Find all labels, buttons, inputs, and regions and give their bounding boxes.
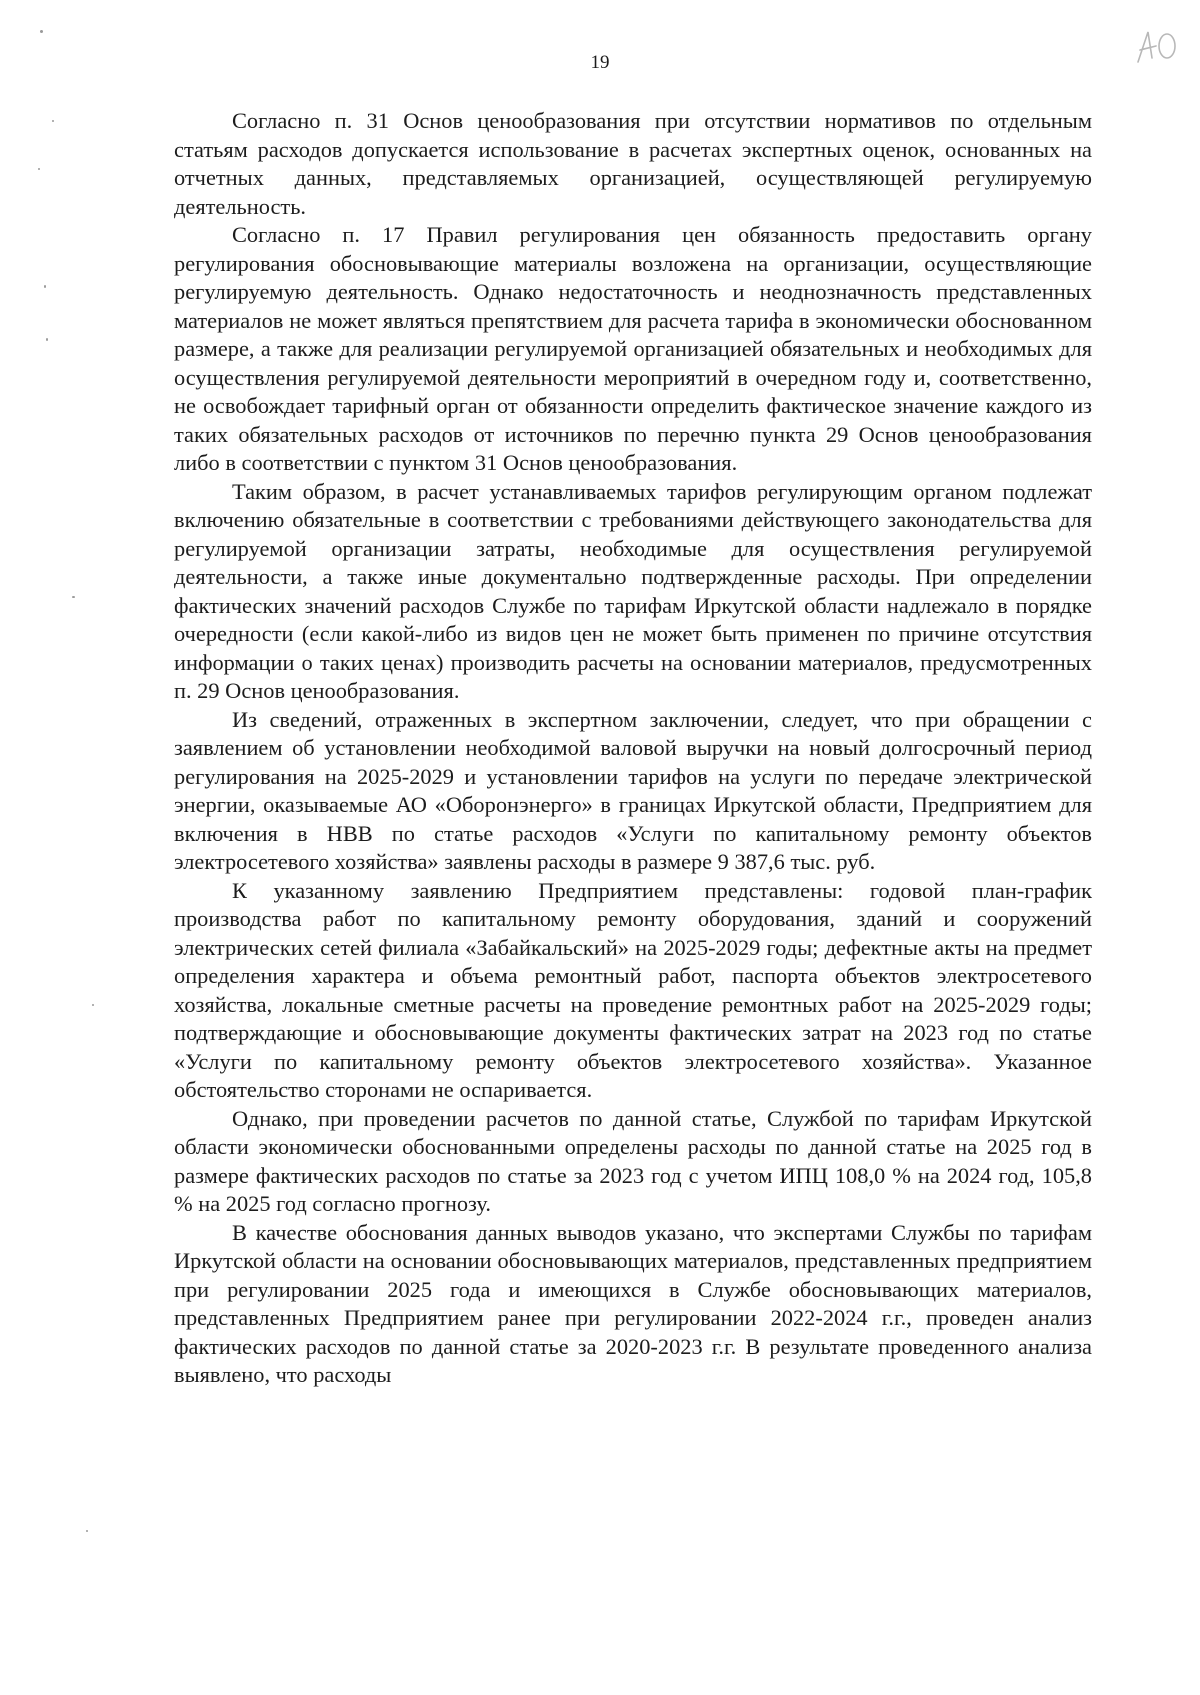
- scan-speck: [86, 1530, 88, 1532]
- scan-speck: [44, 285, 46, 288]
- scan-speck: [52, 120, 54, 122]
- scan-speck: [92, 1004, 94, 1006]
- handwritten-page-mark: [1130, 22, 1180, 70]
- scan-speck: [72, 596, 75, 598]
- handwritten-mark-drawing: [1130, 22, 1180, 70]
- paragraph-1: Согласно п. 31 Основ ценообразования при отсутствии нормативов по отдельным статьям расходов допускается использование в расчетах экспертных оценок, основанных на отчетных данных, представляемых организацией, осуществляющей регулируемую деятельность.: [174, 108, 1092, 219]
- scan-speck: [40, 30, 43, 33]
- document-body: [174, 107, 1092, 1390]
- scan-speck: [46, 338, 48, 341]
- paragraph-5: К указанному заявлению Предприятием представлены: годовой план-график производства работ по капитальному ремонту оборудования, зданий и сооружений электрических сетей филиала «Забайкальский» на 2025-2029 годы; дефектные акты на предмет определения характера и объема ремонтный работ, паспорта объектов электросетевого хозяйства, локальные сметные расчеты на проведение ремонтных работ на 2025-2029 годы; подтверждающие и обосновывающие документы фактических затрат на 2023 год по статье «Услуги по капитальному ремонту объектов электросетевого хозяйства». Указанное обстоятельство сторонами не оспаривается.: [174, 877, 1092, 1102]
- page-number: 19: [590, 52, 610, 73]
- paragraph-4: Из сведений, отраженных в экспертном заключении, следует, что при обращении с заявлением об установлении необходимой валовой выручки на новый долгосрочный период регулирования на 2025-2029 и установлении тарифов на услуги по передаче электрической энергии, оказываемые АО «Оборонэнерго» в границах Иркутской области, Предприятием для включения в НВВ по статье расходов «Услуги по капитальному ремонту объектов электросетевого хозяйства» заявлены расходы в размере 9 387,6 тыс. руб.: [174, 706, 1092, 874]
- paragraph-2: Согласно п. 17 Правил регулирования цен обязанность предоставить органу регулирования обосновывающие материалы возложена на организации, осуществляющие регулируемую деятельность. Однако недостаточность и неоднозначность представленных материалов не может являться препятствием для расчета тарифа в экономически обоснованном размере, а также для реализации регулируемой организацией обязательных и необходимых для осуществления регулируемой деятельности мероприятий в очередном году и, соответственно, не освобождает тарифный орган от обязанности определить фактическое значение каждого из таких обязательных расходов от источников по перечню пункта 29 Основ ценообразования либо в соответствии с пунктом 31 Основ ценообразования.: [174, 222, 1092, 475]
- paragraph-3: Таким образом, в расчет устанавливаемых тарифов регулирующим органом подлежат включению обязательные в соответствии с требованиями действующего законодательства для регулируемой организации затраты, необходимые для осуществления регулируемой деятельности, а также иные документально подтвержденные расходы. При определении фактических значений расходов Службе по тарифам Иркутской области надлежало в порядке очередности (если какой-либо из видов цен не может быть применен по причине отсутствия информации о таких ценах) производить расчеты на основании материалов, предусмотренных п. 29 Основ ценообразования.: [174, 478, 1092, 703]
- paragraph-7: В качестве обоснования данных выводов указано, что экспертами Службы по тарифам Иркутской области на основании обосновывающих материалов, представленных предприятием при регулировании 2025 года и имеющихся в Службе обосновывающих материалов, представленных Предприятием ранее при регулировании 2022-2024 г.г., проведен анализ фактических расходов по данной статье за 2020-2023 г.г. В результате проведенного анализа выявлено, что расходы: [174, 1219, 1092, 1387]
- paragraph-6: Однако, при проведении расчетов по данной статье, Службой по тарифам Иркутской области экономически обоснованными определены расходы по данной статье на 2025 год в размере фактических расходов по статье за 2023 год с учетом ИПЦ 108,0 % на 2024 год, 105,8 % на 2025 год согласно прогнозу.: [174, 1105, 1092, 1216]
- scan-speck: [38, 168, 40, 170]
